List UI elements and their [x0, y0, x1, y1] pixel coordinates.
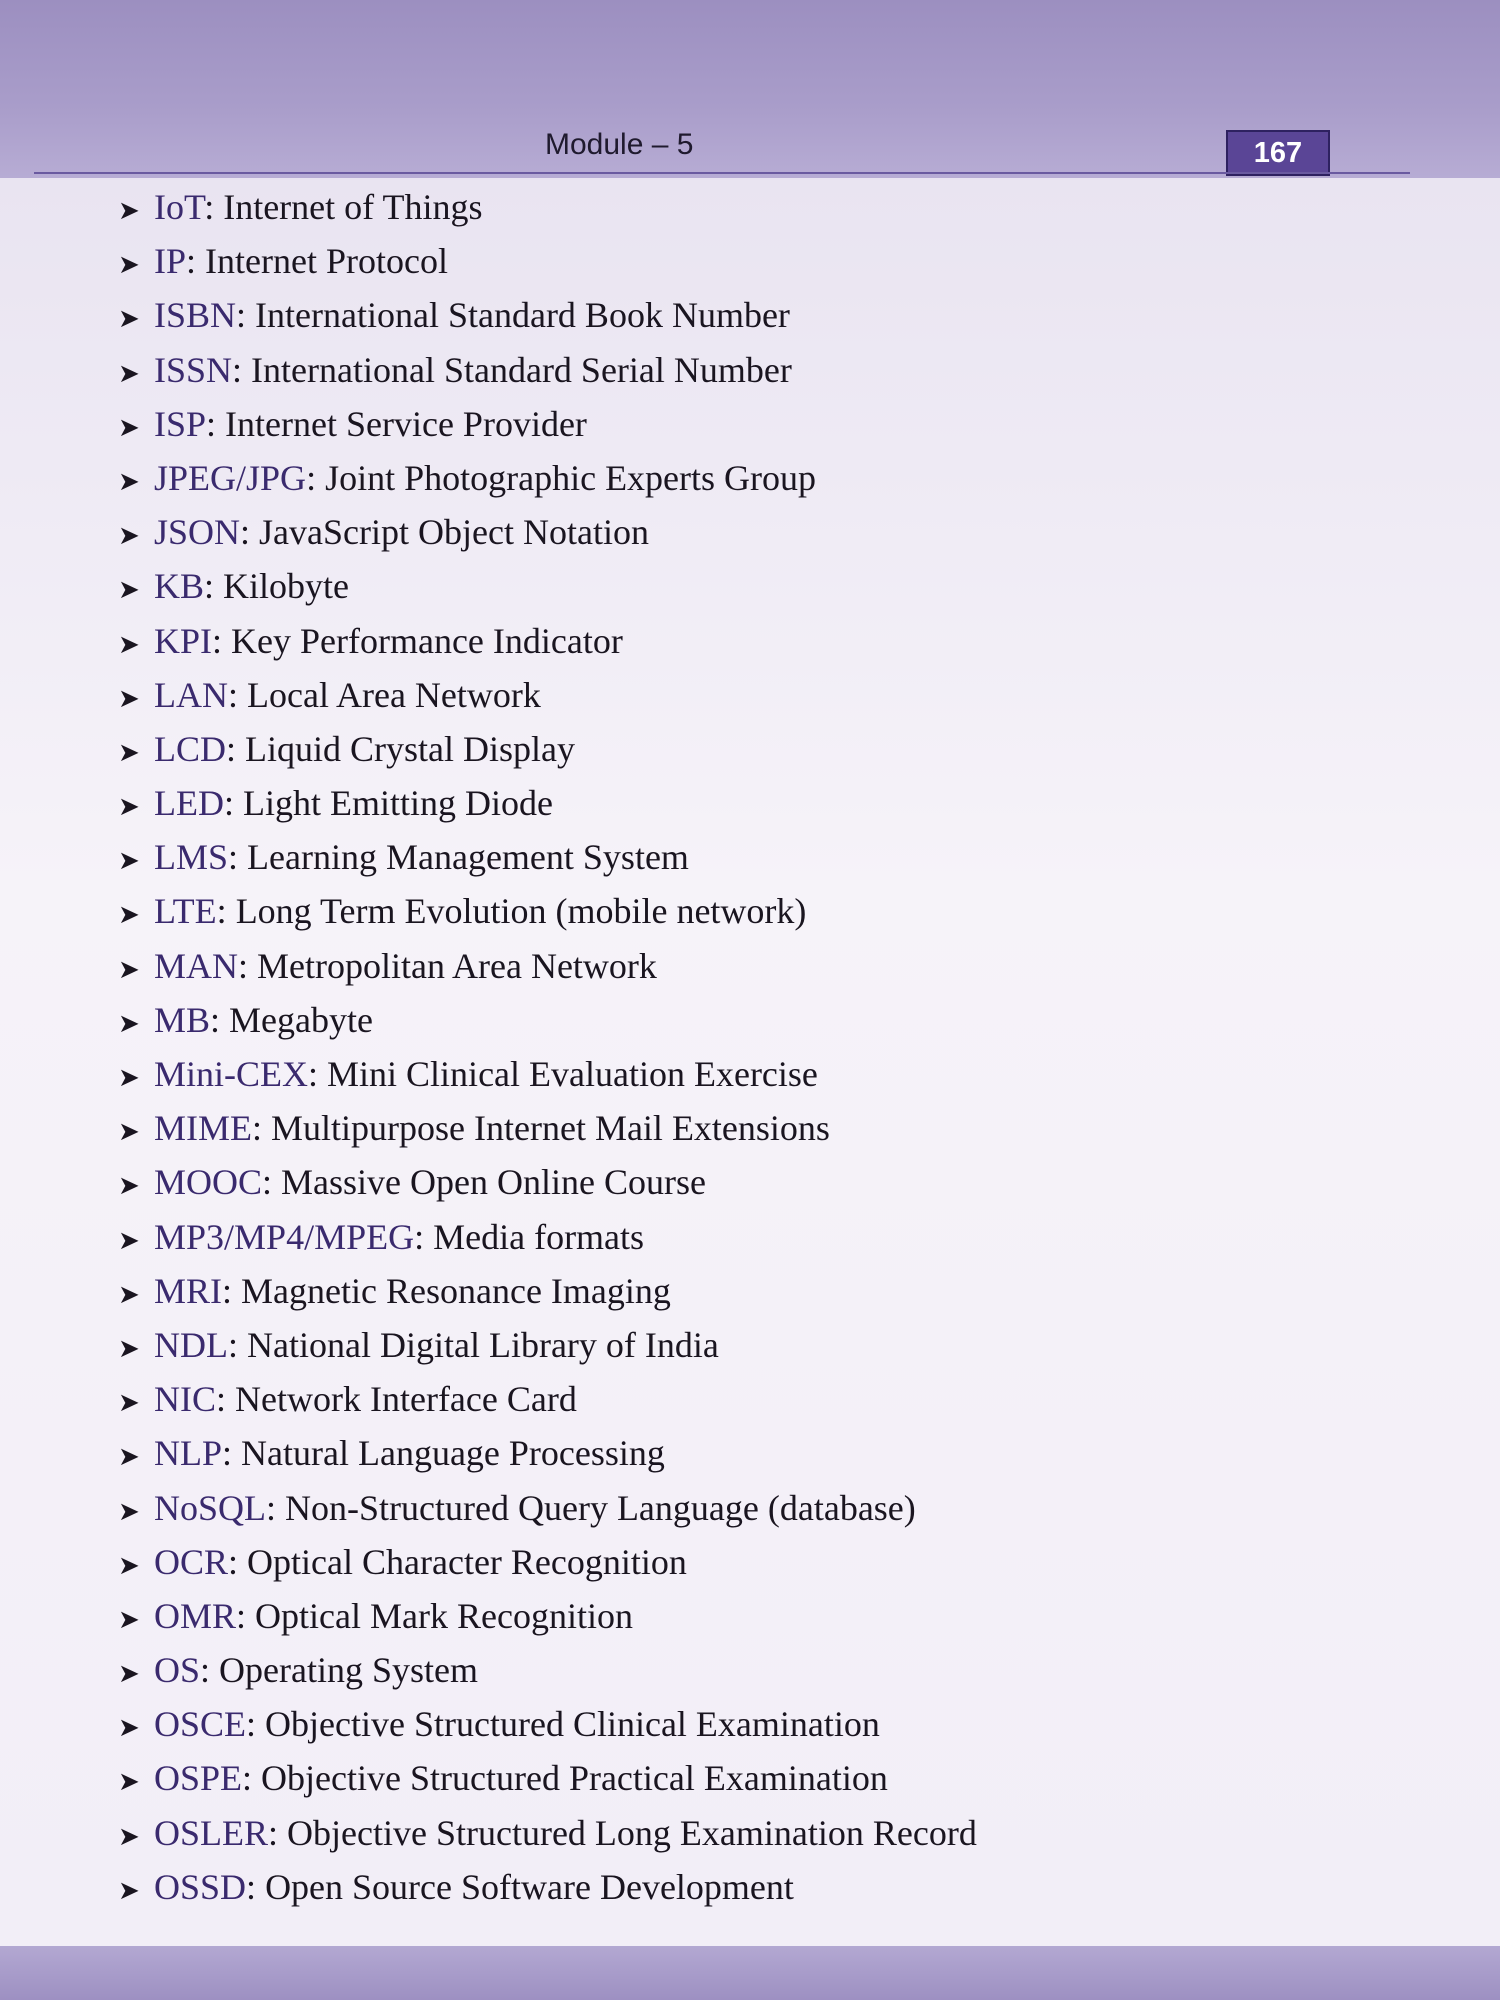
abbreviation-meaning: Local Area Network [247, 674, 541, 715]
list-item [118, 234, 1378, 288]
arrow-bullet-icon: ➤ [118, 1388, 140, 1418]
abbreviation-meaning: Kilobyte [223, 566, 350, 607]
arrow-bullet-icon: ➤ [118, 250, 140, 280]
list-item [118, 1210, 1378, 1264]
arrow-bullet-icon: ➤ [118, 846, 140, 876]
abbreviation-code: OSPE [154, 1758, 243, 1799]
separator: : [228, 674, 248, 715]
separator: : [236, 295, 256, 336]
arrow-bullet-icon: ➤ [118, 1659, 140, 1689]
abbreviation-meaning: Magnetic Resonance Imaging [241, 1270, 671, 1311]
abbreviation-meaning: Natural Language Processing [241, 1433, 665, 1474]
list-item [118, 559, 1378, 613]
separator: : [200, 1650, 220, 1691]
list-item [118, 1047, 1378, 1101]
separator: : [414, 1216, 434, 1257]
abbreviation-code: MRI [154, 1270, 223, 1311]
abbreviation-code: KPI [154, 620, 213, 661]
list-item [118, 668, 1378, 722]
abbreviation-meaning: Network Interface Card [235, 1379, 577, 1420]
arrow-bullet-icon: ➤ [118, 737, 140, 767]
arrow-bullet-icon: ➤ [118, 1550, 140, 1580]
abbreviation-code: LCD [154, 728, 226, 769]
abbreviation-code: MOOC [154, 1162, 263, 1203]
separator: : [252, 1108, 272, 1149]
abbreviation-meaning: Optical Character Recognition [247, 1541, 687, 1582]
abbreviation-list [118, 180, 1378, 1914]
abbreviation-meaning: Megabyte [229, 999, 373, 1040]
abbreviation-meaning: Optical Mark Recognition [255, 1595, 633, 1636]
arrow-bullet-icon: ➤ [118, 900, 140, 930]
separator: : [246, 1704, 266, 1745]
arrow-bullet-icon: ➤ [118, 1117, 140, 1147]
separator: : [236, 1595, 256, 1636]
separator: : [212, 620, 232, 661]
list-item [118, 722, 1378, 776]
abbreviation-meaning: Operating System [219, 1650, 479, 1691]
separator: : [204, 566, 224, 607]
abbreviation-code: OCR [154, 1541, 229, 1582]
list-item [118, 397, 1378, 451]
list-item [118, 1860, 1378, 1914]
abbreviation-meaning: Internet Protocol [205, 241, 448, 282]
list-item [118, 180, 1378, 234]
separator: : [228, 837, 248, 878]
separator: : [226, 728, 246, 769]
abbreviation-meaning: JavaScript Object Notation [259, 512, 649, 553]
abbreviation-meaning: Internet Service Provider [225, 403, 587, 444]
abbreviation-meaning: Joint Photographic Experts Group [325, 457, 817, 498]
abbreviation-code: OSCE [154, 1704, 247, 1745]
separator: : [232, 349, 252, 390]
abbreviation-meaning: Metropolitan Area Network [257, 945, 657, 986]
abbreviation-meaning: Massive Open Online Course [281, 1162, 706, 1203]
arrow-bullet-icon: ➤ [118, 1279, 140, 1309]
separator: : [210, 999, 230, 1040]
abbreviation-meaning: Light Emitting Diode [243, 783, 553, 824]
arrow-bullet-icon: ➤ [118, 1333, 140, 1363]
abbreviation-meaning: National Digital Library of India [247, 1324, 719, 1365]
list-item [118, 1643, 1378, 1697]
header-divider [34, 172, 1410, 174]
list-item [118, 830, 1378, 884]
abbreviation-code: OMR [154, 1595, 237, 1636]
list-item [118, 776, 1378, 830]
arrow-bullet-icon: ➤ [118, 1496, 140, 1526]
abbreviation-meaning: Objective Structured Long Examination Record [287, 1812, 977, 1853]
separator: : [242, 1758, 262, 1799]
abbreviation-code: MAN [154, 945, 239, 986]
abbreviation-meaning: Long Term Evolution (mobile network) [235, 891, 807, 932]
list-item [118, 1697, 1378, 1751]
arrow-bullet-icon: ➤ [118, 575, 140, 605]
abbreviation-code: MB [154, 999, 211, 1040]
arrow-bullet-icon: ➤ [118, 196, 140, 225]
arrow-bullet-icon: ➤ [118, 304, 140, 334]
arrow-bullet-icon: ➤ [118, 1604, 140, 1634]
abbreviation-meaning: Objective Structured Practical Examination [261, 1758, 888, 1799]
arrow-bullet-icon: ➤ [118, 412, 140, 442]
abbreviation-code: KB [154, 566, 205, 607]
footer-band [0, 1946, 1500, 2000]
abbreviation-code: MIME [154, 1108, 252, 1149]
list-item [118, 1372, 1378, 1426]
list-item [118, 1589, 1378, 1643]
abbreviation-meaning: Multipurpose Internet Mail Extensions [271, 1108, 830, 1149]
separator: : [222, 1270, 242, 1311]
abbreviation-meaning: Liquid Crystal Display [245, 728, 575, 769]
arrow-bullet-icon: ➤ [118, 683, 140, 713]
separator: : [246, 1866, 266, 1907]
list-item [118, 505, 1378, 559]
abbreviation-code: Mini-CEX [154, 1054, 309, 1094]
abbreviation-meaning: Mini Clinical Evaluation Exercise [327, 1054, 818, 1094]
abbreviation-code: IP [154, 241, 187, 282]
list-item [118, 993, 1378, 1047]
list-item [118, 1481, 1378, 1535]
abbreviation-code: NDL [154, 1324, 228, 1365]
separator: : [308, 1054, 328, 1094]
abbreviation-code: LED [154, 783, 224, 824]
abbreviation-code: ISBN [154, 295, 237, 336]
abbreviation-code: OSLER [154, 1812, 269, 1853]
abbreviation-code: NIC [154, 1379, 216, 1420]
abbreviation-meaning: Internet of Things [223, 187, 483, 227]
abbreviation-code: JSON [154, 512, 241, 553]
list-item [118, 1426, 1378, 1480]
list-item [118, 1751, 1378, 1805]
arrow-bullet-icon: ➤ [118, 792, 140, 822]
abbreviation-code: NLP [154, 1433, 223, 1474]
list-item [118, 288, 1378, 342]
abbreviation-meaning: Open Source Software Development [265, 1866, 794, 1907]
arrow-bullet-icon: ➤ [118, 1171, 140, 1201]
abbreviation-code: MP3/MP4/MPEG [154, 1216, 415, 1257]
arrow-bullet-icon: ➤ [118, 1821, 140, 1851]
arrow-bullet-icon: ➤ [118, 521, 140, 551]
list-item [118, 1806, 1378, 1860]
page-number: 167 [1226, 130, 1330, 176]
list-item [118, 1155, 1378, 1209]
separator: : [268, 1812, 288, 1853]
abbreviation-meaning: Objective Structured Clinical Examination [265, 1704, 880, 1745]
abbreviation-code: NoSQL [154, 1487, 267, 1528]
abbreviation-meaning: Media formats [433, 1216, 645, 1257]
separator: : [222, 1433, 242, 1474]
separator: : [228, 1541, 248, 1582]
arrow-bullet-icon: ➤ [118, 954, 140, 984]
arrow-bullet-icon: ➤ [118, 358, 140, 388]
arrow-bullet-icon: ➤ [118, 1442, 140, 1472]
arrow-bullet-icon: ➤ [118, 466, 140, 496]
abbreviation-meaning: Key Performance Indicator [231, 620, 623, 661]
list-item [118, 939, 1378, 993]
separator: : [216, 891, 236, 932]
arrow-bullet-icon: ➤ [118, 1767, 140, 1797]
list-item [118, 343, 1378, 397]
separator: : [223, 783, 243, 824]
abbreviation-meaning: Non-Structured Query Language (database) [285, 1487, 916, 1528]
abbreviation-code: LTE [154, 891, 217, 932]
abbreviation-meaning: International Standard Book Number [255, 295, 790, 336]
separator: : [186, 241, 206, 282]
abbreviation-code: ISP [154, 403, 207, 444]
abbreviation-code: ISSN [154, 349, 233, 390]
abbreviation-code: OSSD [154, 1866, 247, 1907]
arrow-bullet-icon: ➤ [118, 1008, 140, 1038]
arrow-bullet-icon: ➤ [118, 629, 140, 659]
arrow-bullet-icon: ➤ [118, 1875, 140, 1905]
separator: : [262, 1162, 282, 1203]
separator: : [266, 1487, 286, 1528]
list-item [118, 1318, 1378, 1372]
separator: : [206, 403, 226, 444]
list-item [118, 1264, 1378, 1318]
separator: : [240, 512, 260, 553]
module-title: Module – 5 [545, 128, 694, 161]
abbreviation-code: OS [154, 1650, 201, 1691]
arrow-bullet-icon: ➤ [118, 1063, 140, 1092]
abbreviation-code: IoT [154, 187, 205, 227]
list-item [118, 614, 1378, 668]
abbreviation-meaning: International Standard Serial Number [251, 349, 792, 390]
abbreviation-code: LMS [154, 837, 229, 878]
separator: : [306, 457, 326, 498]
list-item [118, 884, 1378, 938]
arrow-bullet-icon: ➤ [118, 1713, 140, 1743]
list-item [118, 1101, 1378, 1155]
separator: : [204, 187, 224, 227]
separator: : [238, 945, 258, 986]
abbreviation-code: LAN [154, 674, 228, 715]
list-item [118, 1535, 1378, 1589]
arrow-bullet-icon: ➤ [118, 1225, 140, 1255]
separator: : [228, 1324, 248, 1365]
list-item [118, 451, 1378, 505]
abbreviation-code: JPEG/JPG [154, 457, 307, 498]
separator: : [216, 1379, 236, 1420]
abbreviation-meaning: Learning Management System [247, 837, 689, 878]
